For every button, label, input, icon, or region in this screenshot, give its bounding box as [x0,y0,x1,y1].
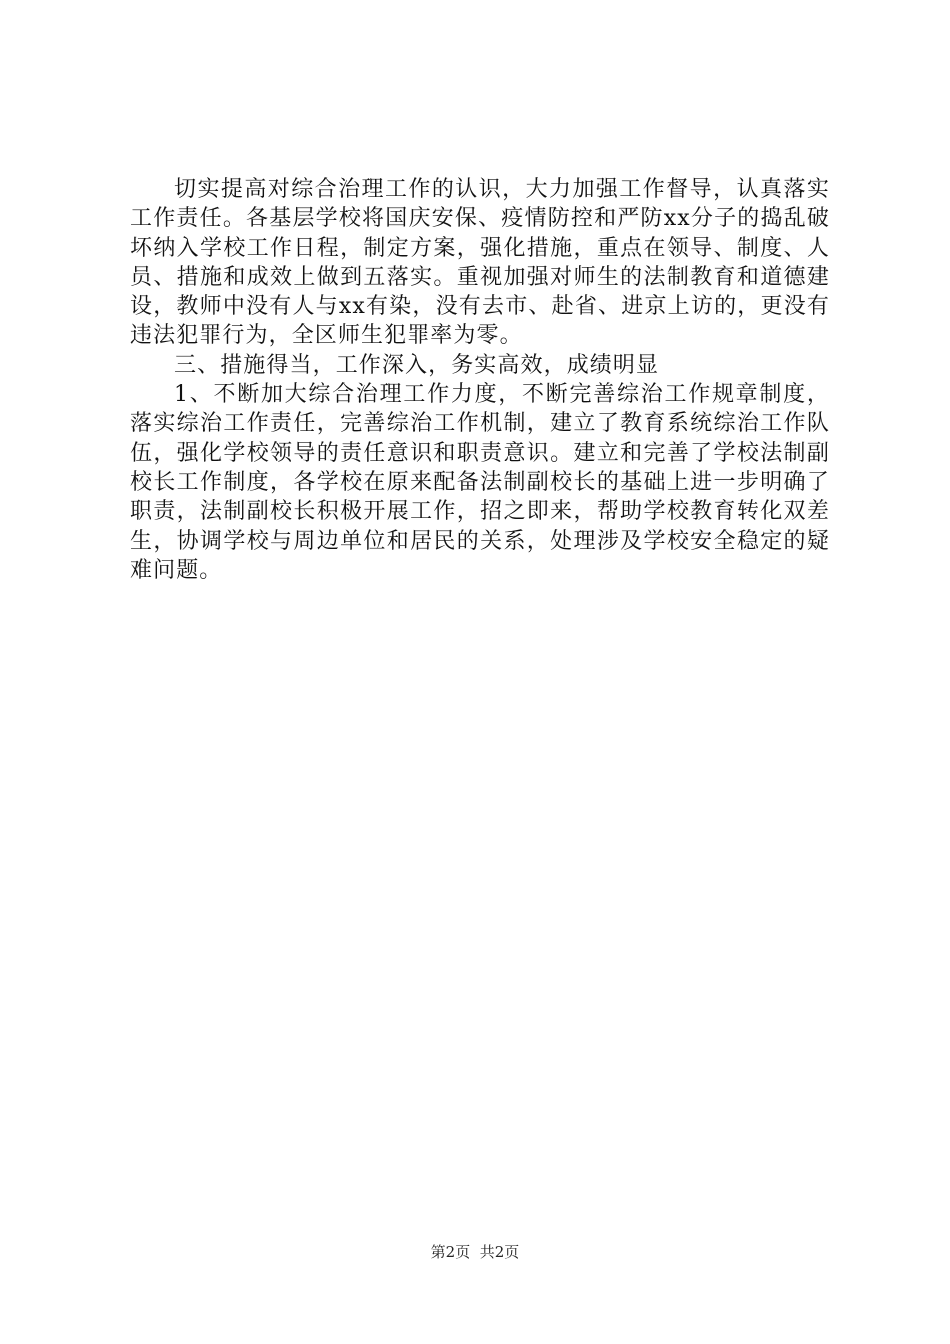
page-footer [0,1242,950,1262]
page-total: 共2页 [479,1243,520,1261]
footer-spacer [470,1243,480,1261]
document-body [130,175,830,585]
paragraph-measures: 1、不断加大综合治理工作力度，不断完善综治工作规章制度，落实综治工作责任，完善综治工作机制，建立了教育系统综治工作队伍，强化学校领导的责任意识和职责意识。建立和完善了学校法制副校长工作制度，各学校在原来配备法制副校长的基础上进一步明确了职责，法制副校长积极开展工作，招之即来，帮助学校教育转化双差生，协调学校与周边单位和居民的关系，处理涉及学校安全稳定的疑难问题。 [130,382,830,583]
page-number: 第2页 [430,1243,471,1261]
section-heading: 三、措施得当，工作深入，务实高效，成绩明显 [174,352,660,378]
paragraph-responsibility: 切实提高对综合治理工作的认识，大力加强工作督导，认真落实工作责任。各基层学校将国庆安保、疫情防控和严防xx分子的捣乱破坏纳入学校工作日程，制定方案，强化措施，重点在领导、制度、人员、措施和成效上做到五落实。重视加强对师生的法制教育和道德建设，教师中没有人与xx有染，没有去市、赴省、进京上访的，更没有违法犯罪行为，全区师生犯罪率为零。 [130,177,830,349]
